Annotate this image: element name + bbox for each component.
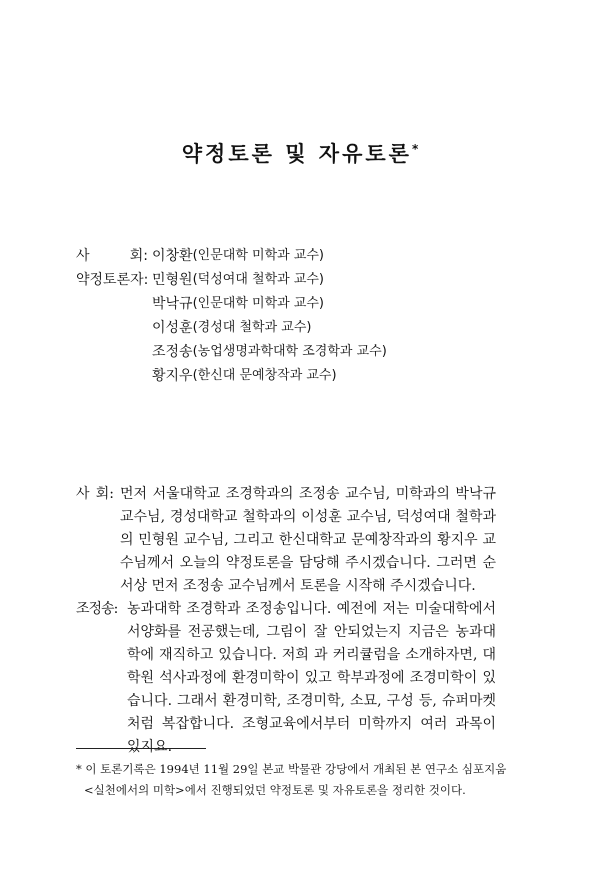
participant-affiliation: (경성대 철학과 교수) — [192, 320, 312, 335]
speaker-label: 사 회: — [76, 486, 114, 502]
participant-role: 사 회: — [76, 248, 148, 264]
dialogue-turn — [76, 483, 496, 598]
participant-row — [76, 268, 387, 292]
title-footnote-mark: * — [411, 142, 419, 156]
speech-text: 먼저 서울대학교 조경학과의 조정송 교수님, 미학과의 박낙규 교수님, 경성대학교 철학과의 이성훈 교수님, 덕성여대 철학과의 민형원 교수님, 그리고 한신대학교 문예창작과의 황지우 교수님께서 오늘의 약정토론을 담당해 주시겠습니다. 그러면 순서상 먼저 조정송 교수님께서 토론을 시작해 주시겠습니다. — [120, 486, 496, 594]
participant-affiliation: (인문대학 미학과 교수) — [192, 296, 325, 311]
participant-row — [76, 316, 387, 340]
speech-text: 농과대학 조경학과 조정송입니다. 예전에 저는 미술대학에서 서양화를 전공했는데, 그림이 잘 안되었는지 지금은 농과대학에 재직하고 있습니다. 저희 과 커리큘럼을 소개하자면, 대학원 석사과정에 환경미학이 있고 학부과정에 조경미학이 있습니다. 그래서 환경미학, 조경미학, 소묘, 구성 등, 슈퍼마켓처럼 복잡합니다. 조형교육에서부터 미학까지 여러 과목이 있지요. — [127, 601, 496, 755]
participant-name: 민형원 — [152, 272, 193, 288]
participant-row — [76, 340, 387, 364]
footnote: * 이 토론기록은 1994년 11월 29일 본교 박물관 강당에서 개최된 본 연구소 심포지움 <실천에서의 미학>에서 진행되었던 약정토론 및 자유토론을 정리한 것이다. — [76, 762, 507, 797]
participant-affiliation: (덕성여대 철학과 교수) — [192, 272, 325, 287]
participant-name: 이성훈 — [152, 320, 193, 336]
participant-list — [76, 244, 387, 388]
dialogue-turn — [76, 598, 496, 759]
participant-name: 조정송 — [152, 344, 193, 360]
participant-name: 황지우 — [152, 368, 193, 384]
footnote-divider — [76, 748, 206, 749]
participant-affiliation: (인문대학 미학과 교수) — [192, 248, 325, 263]
participant-role: 약정토론자: — [76, 272, 149, 288]
participant-name: 박낙규 — [152, 296, 193, 312]
participant-row — [76, 292, 387, 316]
participant-name: 이창환 — [152, 248, 193, 264]
participant-row — [76, 364, 387, 388]
dialogue — [76, 483, 496, 759]
participant-affiliation: (농업생명과학대학 조경학과 교수) — [192, 344, 387, 359]
participant-affiliation: (한신대 문예창작과 교수) — [192, 368, 337, 383]
speaker-label: 조정송: — [76, 601, 118, 617]
page-title: 약정토론 및 자유토론* — [181, 142, 419, 166]
participant-row — [76, 244, 387, 268]
